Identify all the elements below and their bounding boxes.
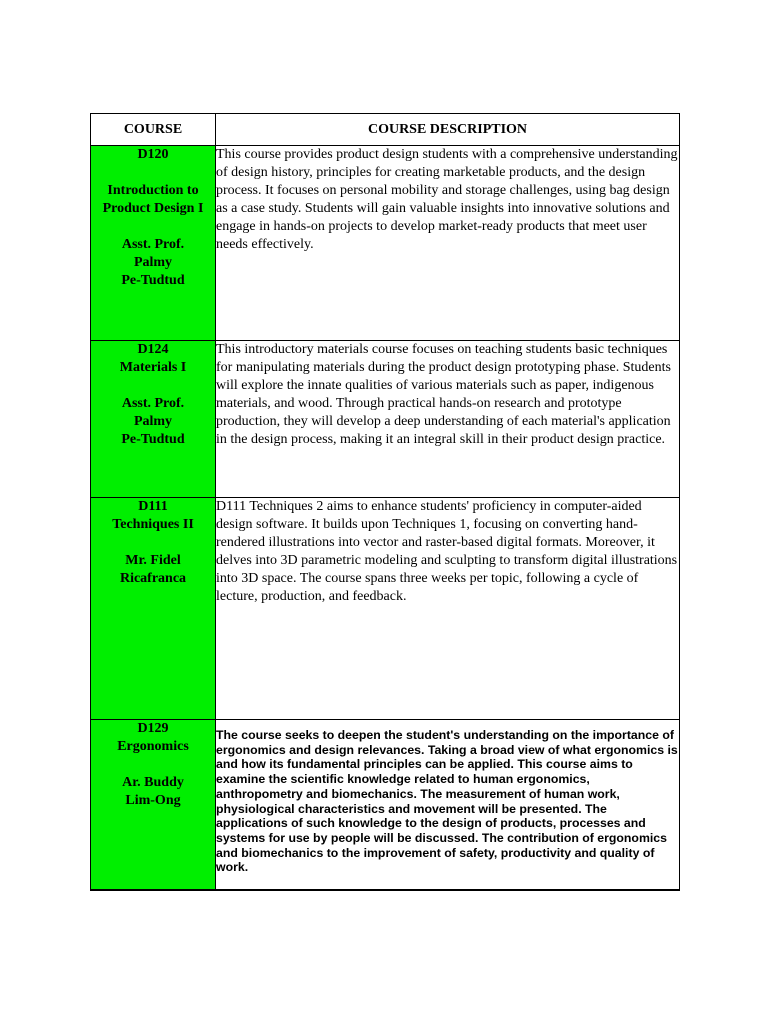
course-code: D120 <box>137 147 169 162</box>
instructor-line: Asst. Prof. <box>121 237 185 252</box>
instructor-line: Palmy <box>133 414 173 429</box>
course-title-line: Materials I <box>119 360 187 375</box>
course-title-line: Product Design I <box>102 201 204 216</box>
table-row <box>91 720 680 891</box>
table-row <box>91 498 680 720</box>
course-cell-d124 <box>91 341 216 498</box>
course-title-line: Techniques II <box>112 517 194 532</box>
course-table <box>90 113 680 891</box>
course-code: D111 <box>138 499 168 514</box>
instructor-line: Ricafranca <box>119 571 187 586</box>
course-description-d129: The course seeks to deepen the student's understanding on the importance of ergonomics and design relevances. Taking a broad view of what ergonomics is and how its fundamental principles can be applied. This course aims to examine the scientific knowledge related to human ergonomics, anthropometry and biomechanics. The measurement of human work, physiological characteristics and movement will be presented. The applications of such knowledge to the design of products, processes and systems for use by people will be discussed. The contribution of ergonomics and biomechanics to the improvement of safety, productivity and quality of work. <box>216 720 680 891</box>
table-row <box>91 146 680 341</box>
course-cell-d111 <box>91 498 216 720</box>
instructor-line: Pe-Tudtud <box>121 273 185 288</box>
header-course: COURSE <box>91 114 216 146</box>
course-code: D129 <box>137 721 169 736</box>
course-description-d124: This introductory materials course focuses on teaching students basic techniques for manipulating materials during the product design prototyping phase. Students will explore the innate qualities of various materials such as paper, indigenous materials, and wood. Through practical hands-on research and prototype production, they will develop a deep understanding of each material's application in the design process, making it an integral skill in their product design practice. <box>216 341 680 498</box>
course-cell-d120 <box>91 146 216 341</box>
course-title-line: Ergonomics <box>117 739 189 754</box>
table-row <box>91 341 680 498</box>
instructor-line: Pe-Tudtud <box>121 432 185 447</box>
header-course-description: COURSE DESCRIPTION <box>216 114 680 146</box>
course-description-d120: This course provides product design students with a comprehensive understanding of design history, principles for creating marketable products, and the design process. It focuses on personal mobility and storage challenges, using bag design as a case study. Students will gain valuable insights into innovative solutions and engage in hands-on projects to develop market-ready products that meet user needs effectively. <box>216 146 680 341</box>
instructor-line: Lim-Ong <box>125 793 181 808</box>
instructor-line: Mr. Fidel <box>125 553 181 568</box>
instructor-line: Palmy <box>133 255 173 270</box>
course-code: D124 <box>137 342 169 357</box>
instructor-line: Ar. Buddy <box>122 775 184 790</box>
course-description-d111: D111 Techniques 2 aims to enhance students' proficiency in computer-aided design software. It builds upon Techniques 1, focusing on converting hand-rendered illustrations into vector and raster-based digital formats. Moreover, it delves into 3D parametric modeling and sculpting to transform digital illustrations into 3D space. The course spans three weeks per topic, following a cycle of lecture, production, and feedback. <box>216 498 680 720</box>
course-title-line: Introduction to <box>107 183 199 198</box>
course-cell-d129 <box>91 720 216 891</box>
table-header-row <box>91 114 680 146</box>
instructor-line: Asst. Prof. <box>121 396 185 411</box>
